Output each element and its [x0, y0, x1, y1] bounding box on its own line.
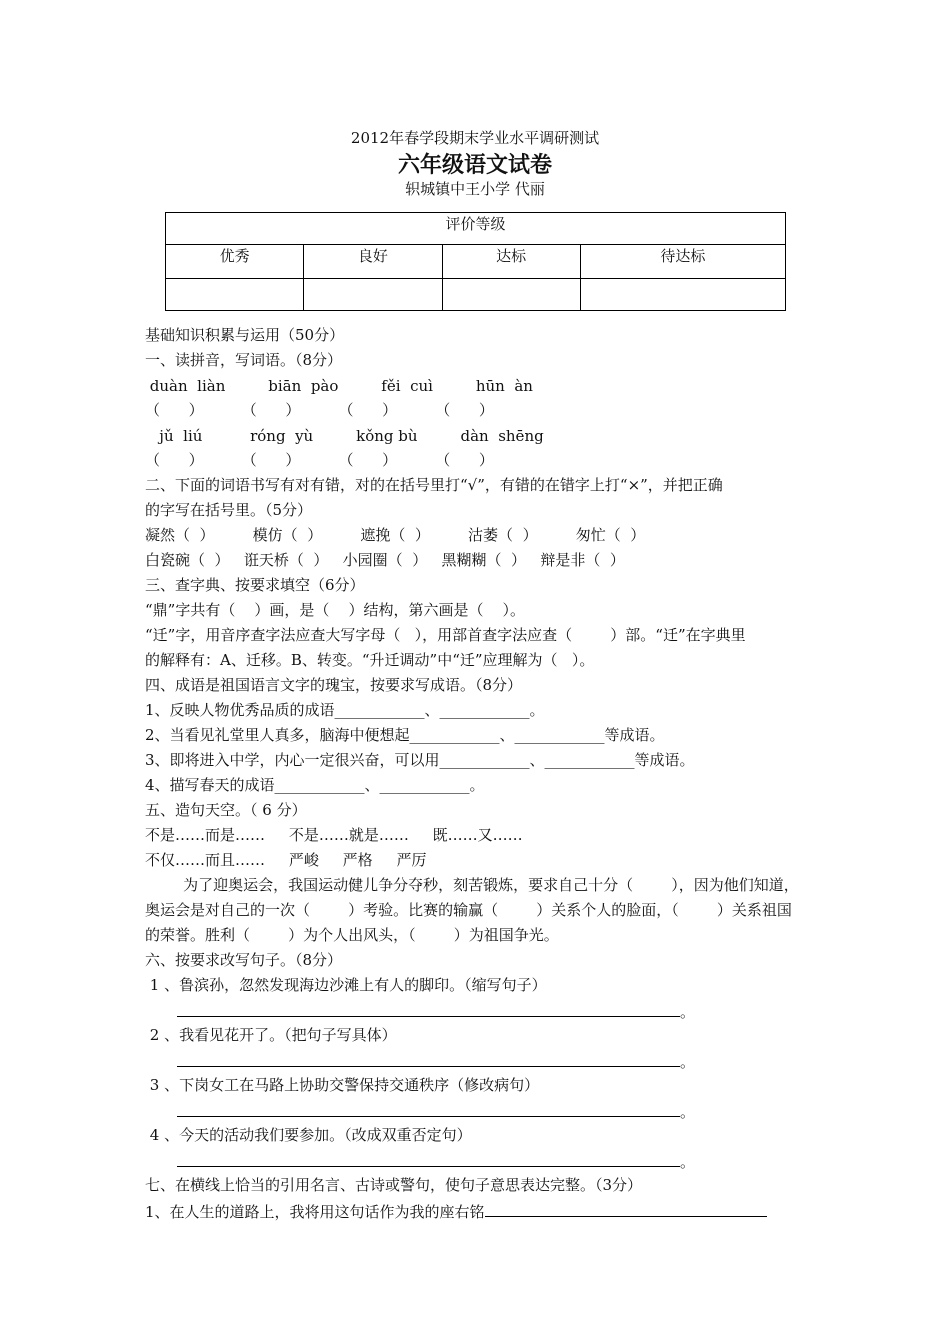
question-text	[145, 1200, 767, 1222]
rewrite-item: 2 、我看见花开了。（把句子写具体）	[145, 1026, 397, 1044]
grade-column-good: 良好	[304, 245, 442, 279]
question-heading: 四、成语是祖国语言文字的瑰宝，按要求写成语。（8分）	[145, 676, 523, 694]
answer-brackets: （ ） （ ） （ ） （ ）	[145, 401, 494, 419]
rewrite-item: 4 、今天的活动我们要参加。（改成双重否定句）	[145, 1126, 472, 1144]
pinyin-row: duàn liàn biān pào fěi cuì hūn àn	[145, 377, 533, 395]
pinyin-row: jǔ liú róng yù kǒng bù dàn shēng	[145, 427, 544, 445]
section-heading: 基础知识积累与运用（50分）	[145, 326, 345, 344]
grade-cell[interactable]	[166, 279, 304, 311]
question-text: 4、描写春天的成语____________、____________。	[145, 776, 485, 794]
answer-line[interactable]	[177, 1150, 695, 1172]
rewrite-item: 1 、鲁滨孙，忽然发现海边沙滩上有人的脚印。（缩写句子）	[145, 976, 547, 994]
question-text: 的解释有：A、迁移。B、转变。“升迁调动”中“迁”应理解为（ ）。	[145, 651, 595, 669]
question-text: “迁”字，用音序查字法应查大写字母（ ），用部首查字法应查（ ）部。“迁”在字典里	[145, 626, 746, 644]
question-text: 的字写在括号里。（5分）	[145, 501, 313, 519]
exam-author: 轵城镇中王小学 代丽	[405, 180, 545, 198]
question-heading: 六、按要求改写句子。（8分）	[145, 951, 343, 969]
grade-cell[interactable]	[580, 279, 785, 311]
question-heading: 五、造句天空。（ 6 分）	[145, 801, 307, 819]
exam-subtitle: 2012年春学段期末学业水平调研测试	[350, 129, 600, 147]
grade-column-pass: 达标	[442, 245, 580, 279]
answer-line-end: 。	[680, 1003, 696, 1021]
word-row: 凝然（ ） 模仿（ ） 遮挽（ ） 沽萎（ ） 匆忙（ ）	[145, 526, 646, 544]
answer-line-end: 。	[680, 1153, 696, 1171]
answer-brackets: （ ） （ ） （ ） （ ）	[145, 451, 494, 469]
answer-line-end: 。	[680, 1053, 696, 1071]
grade-column-pending: 待达标	[580, 245, 785, 279]
answer-line[interactable]	[177, 1050, 695, 1072]
question-heading: 七、在横线上恰当的引用名言、古诗或警句，使句子意思表达完整。（3分）	[145, 1176, 643, 1194]
question-text: 1、反映人物优秀品质的成语____________、____________。	[145, 701, 545, 719]
exam-title: 六年级语文试卷	[397, 153, 552, 178]
grade-cell[interactable]	[442, 279, 580, 311]
grade-cell[interactable]	[304, 279, 442, 311]
question-text: “鼎”字共有（ ）画，是（ ）结构，第六画是（ ）。	[145, 601, 526, 619]
grade-caption: 评价等级	[166, 213, 786, 245]
paragraph-text: 奥运会是对自己的一次（ ）考验。比赛的输赢（ ）关系个人的脸面，（ ）关系祖国	[145, 901, 792, 919]
question-heading: 二、下面的词语书写有对有错，对的在括号里打“√”，有错的在错字上打“×”，并把正确	[145, 476, 723, 494]
paragraph-text: 的荣誉。胜利（ ）为个人出风头，（ ）为祖国争光。	[145, 926, 559, 944]
answer-line-end: 。	[680, 1103, 696, 1121]
rewrite-item: 3 、下岗女工在马路上协助交警保持交通秩序（修改病句）	[145, 1076, 540, 1094]
paragraph-text: 为了迎奥运会，我国运动健儿争分夺秒，刻苦锻炼，要求自己十分（ ），因为他们知道，	[145, 876, 799, 894]
answer-line[interactable]	[177, 1000, 695, 1022]
word-options: 不是……而是…… 不是……就是…… 既……又……	[145, 826, 523, 844]
motto-prompt: 1、在人生的道路上，我将用这句话作为我的座右铭	[145, 1203, 485, 1221]
answer-line[interactable]	[177, 1100, 695, 1122]
word-options: 不仅……而且…… 严峻 严格 严厉	[145, 851, 427, 869]
question-heading: 三、查字典、按要求填空（6分）	[145, 576, 365, 594]
question-text: 2、当看见礼堂里人真多，脑海中便想起____________、____________等成语。	[145, 726, 665, 744]
word-row: 白瓷碗（ ） 诳天桥（ ） 小园圈（ ） 黑糊糊（ ） 辩是非（ ）	[145, 551, 625, 569]
motto-answer-line[interactable]	[485, 1200, 767, 1217]
question-text: 3、即将进入中学，内心一定很兴奋，可以用____________、____________等成语。	[145, 751, 695, 769]
grade-column-excellent: 优秀	[166, 245, 304, 279]
question-heading: 一、读拼音，写词语。（8分）	[145, 351, 343, 369]
grade-table	[165, 212, 786, 311]
